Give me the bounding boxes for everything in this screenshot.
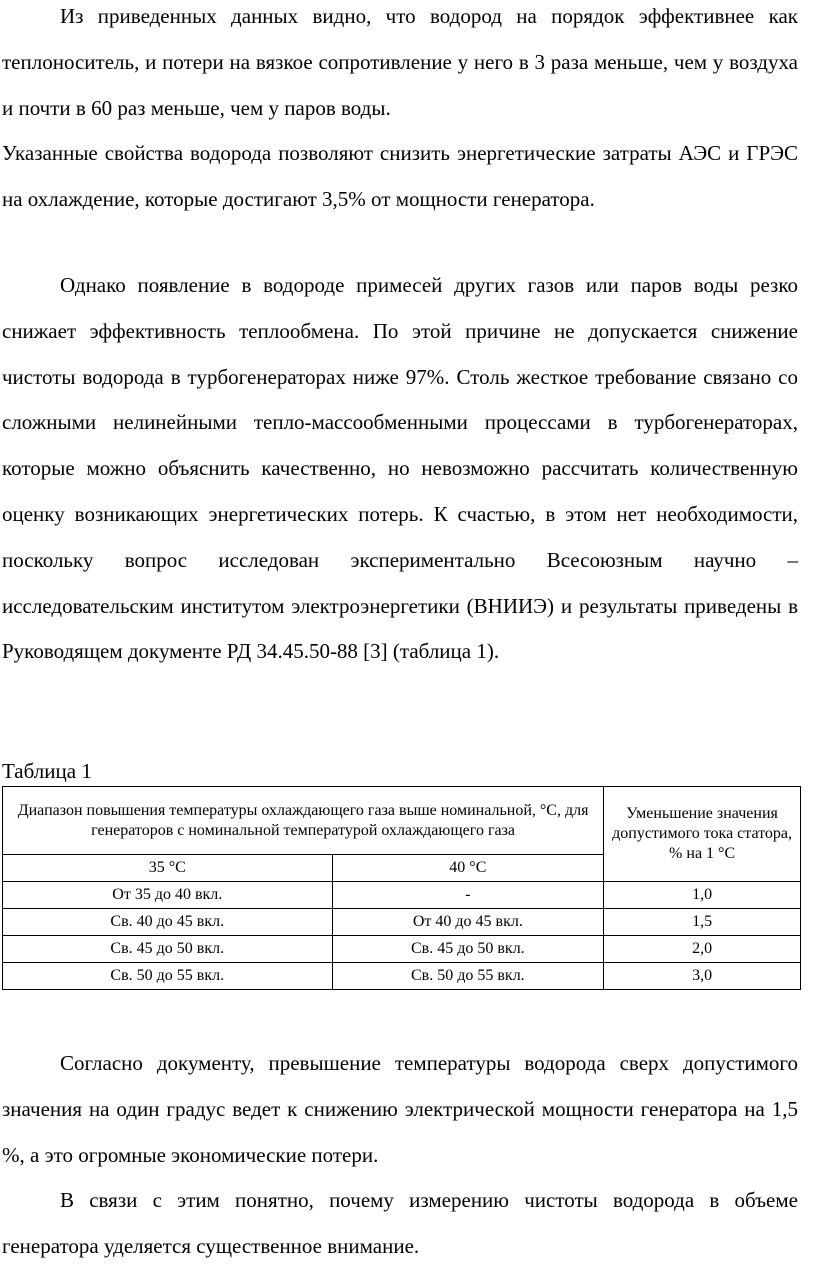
- paragraph-conclusion: В связи с этим понятно, почему измерению чистоты водорода в объеме генератора уделяется существенное внимание.: [2, 1188, 798, 1258]
- table-row: [3, 882, 801, 909]
- header-40c: 40 °С: [332, 855, 604, 882]
- cell-reduction: 1,5: [604, 909, 801, 936]
- cell-reduction: 1,0: [604, 882, 801, 909]
- header-current-reduction: Уменьшение значения допустимого тока статора, % на 1 °С: [604, 787, 801, 882]
- paragraph-energy-costs: Указанные свойства водорода позволяют снизить энергетические затраты АЭС и ГРЭС на охлаждение, которые достигают 3,5% от мощности генератора.: [2, 141, 798, 211]
- cell-35c: Св. 45 до 50 вкл.: [3, 936, 333, 963]
- cell-35c: От 35 до 40 вкл.: [3, 882, 333, 909]
- paragraph-power-loss: Согласно документу, превышение температуры водорода сверх допустимого значения на один градус ведет к снижению электрической мощности генератора на 1,5 %, а это огромные экономические потери.: [2, 1051, 798, 1167]
- header-35c: 35 °С: [3, 855, 333, 882]
- header-temperature-range: Диапазон повышения температуры охлаждающего газа выше номинальной, °С, для генераторов с номинальной температурой охлаждающего газа: [3, 787, 604, 855]
- cell-40c: От 40 до 45 вкл.: [332, 909, 604, 936]
- table-row: [3, 936, 801, 963]
- cell-reduction: 2,0: [604, 936, 801, 963]
- paragraph-impurities: Однако появление в водороде примесей других газов или паров воды резко снижает эффективность теплообмена. По этой причине не допускается снижение чистоты водорода в турбогенераторах ниже 97%. Столь жесткое требование связано со сложными нелинейными тепло-массообменными процессами в турбогенераторах, которые можно объяснить качественно, но невозможно рассчитать количественную оценку возникающих энергетических потерь. К счастью, в этом нет необходимости, поскольку вопрос исследован экспериментально Всесоюзным научно – исследовательским институтом электроэнергетики (ВНИИЭ) и результаты приведены в Руководящем документе РД 34.45.50-88 [3] (таблица 1).: [2, 273, 798, 664]
- cell-40c: Св. 45 до 50 вкл.: [332, 936, 604, 963]
- temperature-table: [2, 786, 801, 990]
- paragraph-hydrogen-efficiency: Из приведенных данных видно, что водород на порядок эффективнее как теплоноситель, и потери на вязкое сопротивление у него в 3 раза меньше, чем у воздуха и почти в 60 раз меньше, чем у паров воды.: [2, 4, 798, 120]
- cell-35c: Св. 40 до 45 вкл.: [3, 909, 333, 936]
- table-row: [3, 909, 801, 936]
- table-row: [3, 963, 801, 990]
- cell-40c: Св. 50 до 55 вкл.: [332, 963, 604, 990]
- table-caption: Таблица 1: [2, 759, 92, 783]
- cell-35c: Св. 50 до 55 вкл.: [3, 963, 333, 990]
- cell-40c: -: [332, 882, 604, 909]
- table-header-row: [3, 787, 801, 855]
- cell-reduction: 3,0: [604, 963, 801, 990]
